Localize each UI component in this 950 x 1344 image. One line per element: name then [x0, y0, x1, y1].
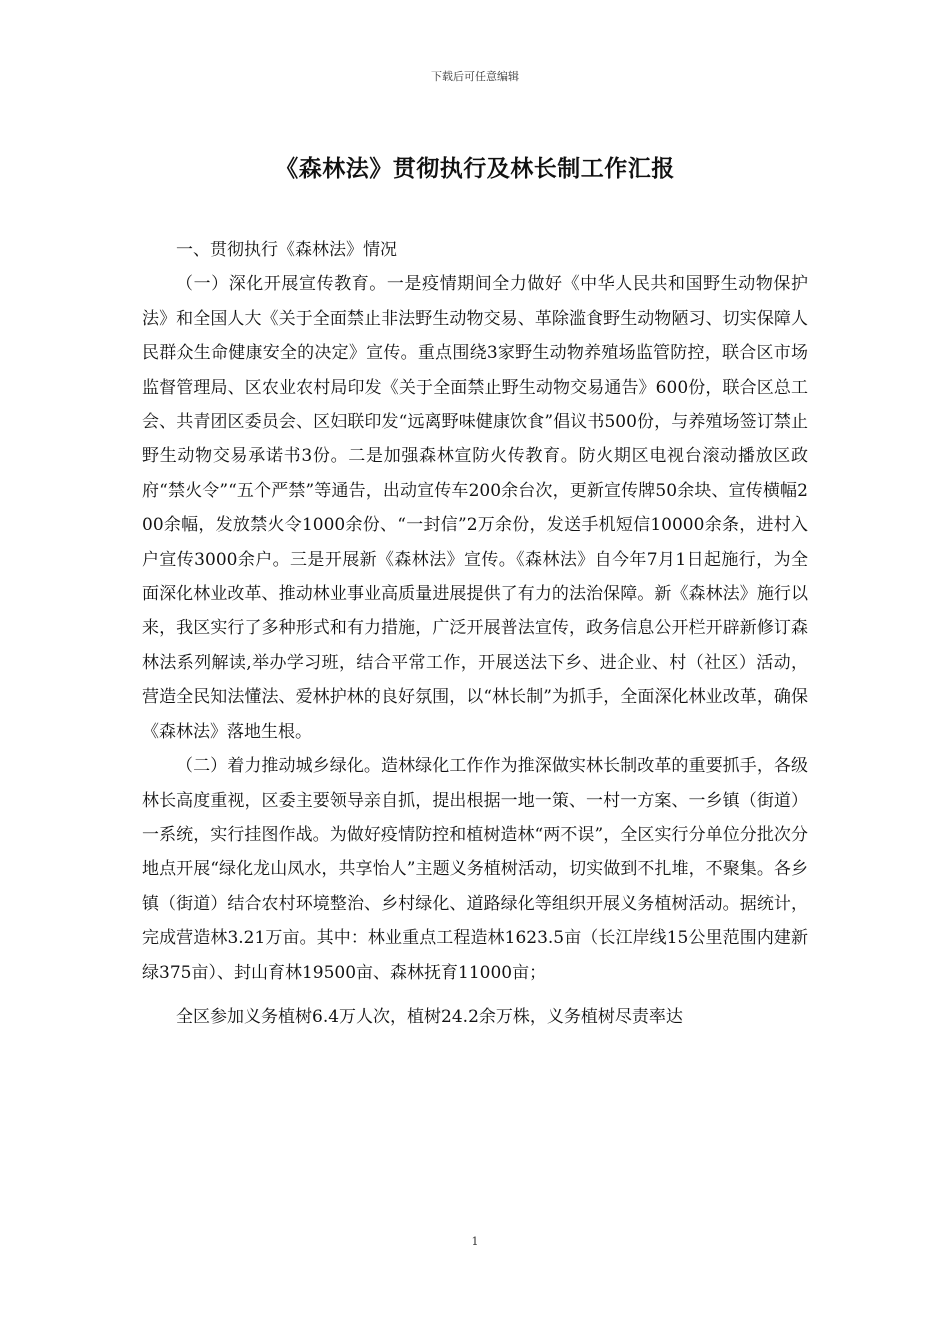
body-paragraph: 全区参加义务植树6.4万人次，植树24.2余万株，义务植树尽责率达 — [176, 1006, 683, 1027]
header-note: 下载后可任意编辑 — [431, 70, 519, 83]
document-title: 《森林法》贯彻执行及林长制工作汇报 — [275, 156, 675, 182]
body-paragraph: （一）深化开展宣传教育。一是疫情期间全力做好《中华人民共和国野生动物保护法》和全国人大《关于全面禁止非法野生动物交易、革除滥食野生动物陋习、切实保障人民群众生命健康安全的决定》宣传。重点围绕3家野生动物养殖场监管防控，联合区市场监督管理局、区农业农村局印发《关于全面禁止野生动物交易通告》600份，联合区总工会、共青团区委员会、区妇联印发“远离野味健康饮食”倡议书500份，与养殖场签订禁止野生动物交易承诺书3份。二是加强森林宣防火传教育。防火期区电视台滚动播放区政府“禁火令”“五个严禁”等通告，出动宣传车200余台次，更新宣传牌50余块、宣传横幅200余幅，发放禁火令1000余份、“一封信”2万余份，发送手机短信10000余条，进村入户宣传3000余户。三是开展新《森林法》宣传。《森林法》自今年7月1日起施行，为全面深化林业改革、推动林业事业高质量进展提供了有力的法治保障。新《森林法》施行以来，我区实行了多种形式和有力措施，广泛开展普法宣传，政务信息公开栏开辟新修订森林法系列解读,举办学习班，结合平常工作，开展送法下乡、进企业、村（社区）活动，营造全民知法懂法、爱林护林的良好氛围，以“林长制”为抓手，全面深化林业改革，确保《森林法》落地生根。 — [142, 274, 808, 742]
section-heading: 一、贯彻执行《森林法》情况 — [176, 240, 397, 260]
page-number: 1 — [471, 1235, 479, 1248]
body-paragraph: （二）着力推动城乡绿化。造林绿化工作作为推深做实林长制改革的重要抓手，各级林长高度重视，区委主要领导亲自抓，提出根据一地一策、一村一方案、一乡镇（街道）一系统，实行挂图作战。为做好疫情防控和植树造林“两不误”，全区实行分单位分批次分地点开展“绿化龙山凤水，共享怡人”主题义务植树活动，切实做到不扎堆，不聚集。各乡镇（街道）结合农村环境整治、乡村绿化、道路绿化等组织开展义务植树活动。据统计，完成营造林3.21万亩。其中：林业重点工程造林1623.5亩（长江岸线15公里范围内建新绿375亩）、封山育林19500亩、森林抚育11000亩； — [142, 756, 808, 983]
document-body — [142, 233, 808, 1034]
